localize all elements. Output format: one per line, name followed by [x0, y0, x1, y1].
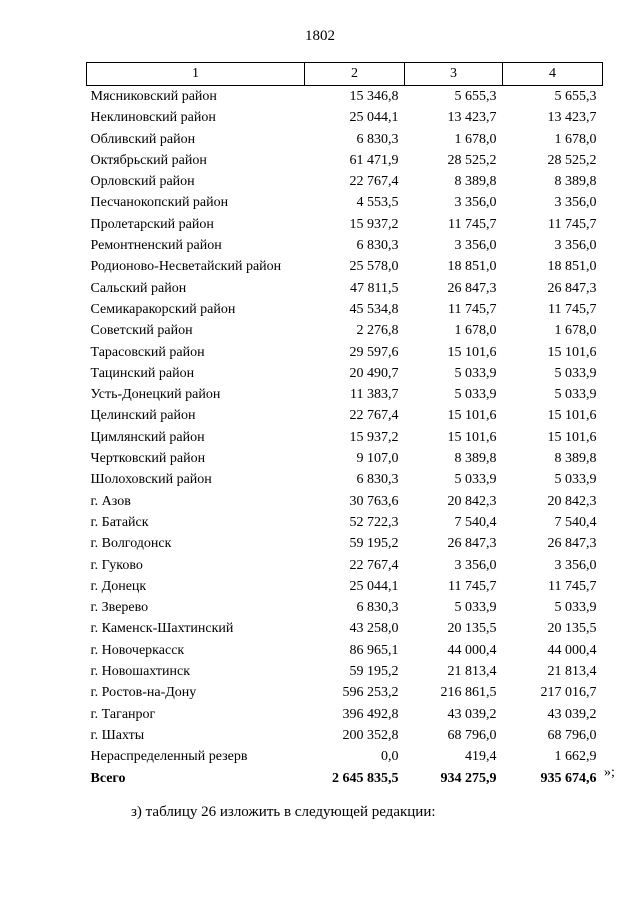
amount-col2-cell: 6 830,3 — [356, 600, 399, 616]
amount-col4-cell: 11 745,7 — [548, 301, 597, 317]
amount-col3-cell: 1 678,0 — [454, 323, 497, 339]
amount-col2-cell: 0,0 — [381, 749, 399, 765]
amount-col4-cell: 21 813,4 — [547, 664, 597, 680]
amount-col4-cell: 11 745,7 — [548, 216, 597, 232]
table-row — [87, 107, 603, 128]
amount-col3-cell: 5 033,9 — [454, 600, 497, 616]
amount-col3-cell: 8 389,8 — [454, 174, 497, 190]
column-header-1: 1 — [87, 63, 305, 86]
amount-col4-cell: 5 033,9 — [554, 365, 597, 381]
district-name-cell: г. Ростов-на-Дону — [90, 685, 197, 701]
amount-col2-cell: 86 965,1 — [349, 642, 399, 658]
closing-quote-mark: »; — [604, 765, 615, 780]
instruction-text: з) таблицу 26 изложить в следующей редакции: — [131, 804, 436, 820]
amount-col3-cell: 11 745,7 — [448, 216, 497, 232]
district-name-cell: Ремонтненский район — [90, 238, 222, 254]
amount-col4-cell: 8 389,8 — [554, 451, 597, 467]
table-row — [87, 640, 603, 661]
amount-col3-cell: 26 847,3 — [447, 536, 497, 552]
district-name-cell: г. Шахты — [90, 727, 145, 743]
amount-col3-cell: 3 356,0 — [454, 195, 497, 211]
column-header-2: 2 — [305, 63, 405, 86]
amount-col4-cell: 26 847,3 — [547, 536, 597, 552]
amount-col2-cell: 45 534,8 — [349, 301, 399, 317]
amount-col4-cell: 8 389,8 — [554, 174, 597, 190]
district-name-cell: Пролетарский район — [90, 216, 214, 232]
amount-col2-cell: 6 830,3 — [356, 131, 399, 147]
table-row — [87, 384, 603, 405]
district-name-cell: Шолоховский район — [90, 472, 212, 488]
table-row — [87, 576, 603, 597]
table-row — [87, 86, 603, 108]
amount-col3-cell: 13 423,7 — [447, 110, 497, 126]
table-body — [87, 86, 603, 789]
amount-col3-cell: 21 813,4 — [447, 664, 497, 680]
amount-col4-cell: 5 033,9 — [554, 387, 597, 403]
amount-col3-cell: 11 745,7 — [448, 301, 497, 317]
amount-col4-cell: 15 101,6 — [547, 429, 597, 445]
amount-col4-cell: 11 745,7 — [548, 578, 597, 594]
district-name-cell: Чертковский район — [90, 451, 206, 467]
table-row — [87, 533, 603, 554]
amount-col4-cell: 26 847,3 — [547, 280, 597, 296]
amount-col4-cell: 1 678,0 — [554, 323, 597, 339]
district-name-cell: г. Донецк — [90, 578, 147, 594]
amount-col2-cell: 22 767,4 — [349, 174, 399, 190]
amount-col2-cell: 61 471,9 — [349, 152, 399, 168]
amount-col2-cell: 43 258,0 — [349, 621, 399, 637]
table-row — [87, 192, 603, 213]
table-row — [87, 363, 603, 384]
amount-col4-cell: 3 356,0 — [554, 238, 597, 254]
amount-col4-cell: 13 423,7 — [547, 110, 597, 126]
table-row — [87, 235, 603, 256]
district-name-cell: г. Батайск — [90, 514, 149, 530]
district-name-cell: г. Таганрог — [90, 706, 156, 722]
amount-col2-cell: 22 767,4 — [349, 557, 399, 573]
amount-col4-cell: 3 356,0 — [554, 557, 597, 573]
page-number: 1802 — [305, 28, 335, 44]
amount-col2-cell: 4 553,5 — [356, 195, 399, 211]
amount-col4-cell: 7 540,4 — [554, 514, 597, 530]
amount-col4-cell: 3 356,0 — [554, 195, 597, 211]
amount-col2-cell: 11 383,7 — [350, 387, 399, 403]
table-row — [87, 618, 603, 639]
district-name-cell: Неклиновский район — [90, 110, 216, 126]
amount-col3-cell: 216 861,5 — [440, 685, 497, 701]
amount-col2-cell: 9 107,0 — [356, 451, 399, 467]
district-name-cell: Целинский район — [90, 408, 196, 424]
district-name-cell: г. Волгодонск — [90, 536, 172, 552]
amount-col2-cell: 200 352,8 — [342, 727, 399, 743]
table-row — [87, 427, 603, 448]
amount-col3-cell: 15 101,6 — [447, 408, 497, 424]
amount-col2-cell: 2 276,8 — [356, 323, 399, 339]
amount-col3-cell: 68 796,0 — [447, 727, 497, 743]
table-row — [87, 661, 603, 682]
table-row — [87, 171, 603, 192]
table-row — [87, 129, 603, 150]
table-row — [87, 555, 603, 576]
total-amount-cell: 935 674,6 — [540, 770, 597, 786]
amount-col3-cell: 20 135,5 — [447, 621, 497, 637]
column-header-4: 4 — [503, 63, 603, 86]
amount-col4-cell: 43 039,2 — [547, 706, 597, 722]
table-row — [87, 682, 603, 703]
amount-col2-cell: 25 578,0 — [349, 259, 399, 275]
district-name-cell: г. Азов — [90, 493, 131, 509]
total-label-cell: Всего — [90, 770, 126, 786]
district-name-cell: Усть-Донецкий район — [90, 387, 221, 403]
amount-col4-cell: 15 101,6 — [547, 408, 597, 424]
amount-col2-cell: 30 763,6 — [349, 493, 399, 509]
table-row — [87, 405, 603, 426]
table-row — [87, 597, 603, 618]
budget-table — [86, 62, 603, 789]
amount-col3-cell: 11 745,7 — [448, 578, 497, 594]
amount-col2-cell: 59 195,2 — [349, 664, 399, 680]
district-name-cell: Тацинский район — [90, 365, 195, 381]
amount-col4-cell: 68 796,0 — [547, 727, 597, 743]
table-header-row — [87, 63, 603, 86]
amount-col3-cell: 8 389,8 — [454, 451, 497, 467]
table-row — [87, 278, 603, 299]
district-name-cell: Песчанокопский район — [90, 195, 229, 211]
amount-col3-cell: 3 356,0 — [454, 557, 497, 573]
amount-col4-cell: 5 033,9 — [554, 600, 597, 616]
district-name-cell: г. Зверево — [90, 600, 149, 616]
amount-col2-cell: 6 830,3 — [356, 238, 399, 254]
amount-col2-cell: 20 490,7 — [349, 365, 399, 381]
district-name-cell: г. Новошахтинск — [90, 664, 191, 680]
amount-col2-cell: 15 937,2 — [349, 429, 399, 445]
table-row — [87, 448, 603, 469]
district-name-cell: Советский район — [90, 323, 193, 339]
amount-col3-cell: 7 540,4 — [454, 514, 497, 530]
table-row — [87, 342, 603, 363]
district-name-cell: Родионово-Несветайский район — [90, 259, 282, 275]
table-row — [87, 704, 603, 725]
amount-col4-cell: 20 135,5 — [547, 621, 597, 637]
amount-col2-cell: 596 253,2 — [342, 685, 399, 701]
district-name-cell: Нераспределенный резерв — [90, 749, 248, 765]
amount-col2-cell: 25 044,1 — [349, 110, 399, 126]
amount-col4-cell: 217 016,7 — [540, 685, 597, 701]
table-row — [87, 214, 603, 235]
amount-col3-cell: 15 101,6 — [447, 429, 497, 445]
district-name-cell: Обливский район — [90, 131, 196, 147]
amount-col3-cell: 44 000,4 — [447, 642, 497, 658]
amount-col4-cell: 5 655,3 — [554, 89, 597, 104]
district-name-cell: г. Новочеркасск — [90, 642, 185, 658]
amount-col3-cell: 5 033,9 — [454, 387, 497, 403]
amount-col3-cell: 3 356,0 — [454, 238, 497, 254]
amount-col2-cell: 6 830,3 — [356, 472, 399, 488]
amount-col2-cell: 22 767,4 — [349, 408, 399, 424]
amount-col4-cell: 18 851,0 — [547, 259, 597, 275]
district-name-cell: Октябрьский район — [90, 152, 207, 168]
amount-col4-cell: 1 678,0 — [554, 131, 597, 147]
amount-col2-cell: 47 811,5 — [350, 280, 399, 296]
amount-col3-cell: 20 842,3 — [447, 493, 497, 509]
district-name-cell: г. Гуково — [90, 557, 143, 573]
table-row — [87, 299, 603, 320]
amount-col2-cell: 15 937,2 — [349, 216, 399, 232]
total-amount-cell: 934 275,9 — [440, 770, 497, 786]
amount-col2-cell: 59 195,2 — [349, 536, 399, 552]
amount-col3-cell: 5 033,9 — [454, 472, 497, 488]
district-name-cell: Цимлянский район — [90, 429, 205, 445]
table-row — [87, 725, 603, 746]
amount-col3-cell: 5 655,3 — [454, 89, 497, 104]
amount-col4-cell: 5 033,9 — [554, 472, 597, 488]
amount-col3-cell: 5 033,9 — [454, 365, 497, 381]
amount-col3-cell: 419,4 — [465, 749, 497, 765]
amount-col4-cell: 20 842,3 — [547, 493, 597, 509]
amount-col3-cell: 1 678,0 — [454, 131, 497, 147]
total-row — [87, 768, 603, 789]
table-row — [87, 512, 603, 533]
table-row — [87, 491, 603, 512]
amount-col4-cell: 44 000,4 — [547, 642, 597, 658]
amount-col3-cell: 28 525,2 — [447, 152, 497, 168]
district-name-cell: Сальский район — [90, 280, 187, 296]
amount-col2-cell: 25 044,1 — [349, 578, 399, 594]
table-row — [87, 746, 603, 767]
amount-col2-cell: 396 492,8 — [342, 706, 399, 722]
amount-col3-cell: 18 851,0 — [447, 259, 497, 275]
amount-col3-cell: 43 039,2 — [447, 706, 497, 722]
amount-col2-cell: 15 346,8 — [349, 89, 399, 104]
table-row — [87, 320, 603, 341]
total-amount-cell: 2 645 835,5 — [332, 770, 399, 786]
amount-col2-cell: 52 722,3 — [349, 514, 399, 530]
amount-col3-cell: 26 847,3 — [447, 280, 497, 296]
district-name-cell: Семикаракорский район — [90, 301, 236, 317]
table-row — [87, 150, 603, 171]
district-name-cell: г. Каменск-Шахтинский — [90, 621, 234, 637]
amount-col2-cell: 29 597,6 — [349, 344, 399, 360]
district-name-cell: Орловский район — [90, 174, 195, 190]
amount-col4-cell: 1 662,9 — [554, 749, 597, 765]
district-name-cell: Тарасовский район — [90, 344, 205, 360]
table-row — [87, 469, 603, 490]
column-header-3: 3 — [405, 63, 503, 86]
table-row — [87, 256, 603, 277]
amount-col4-cell: 15 101,6 — [547, 344, 597, 360]
amount-col3-cell: 15 101,6 — [447, 344, 497, 360]
district-name-cell: Мясниковский район — [90, 89, 217, 104]
amount-col4-cell: 28 525,2 — [547, 152, 597, 168]
